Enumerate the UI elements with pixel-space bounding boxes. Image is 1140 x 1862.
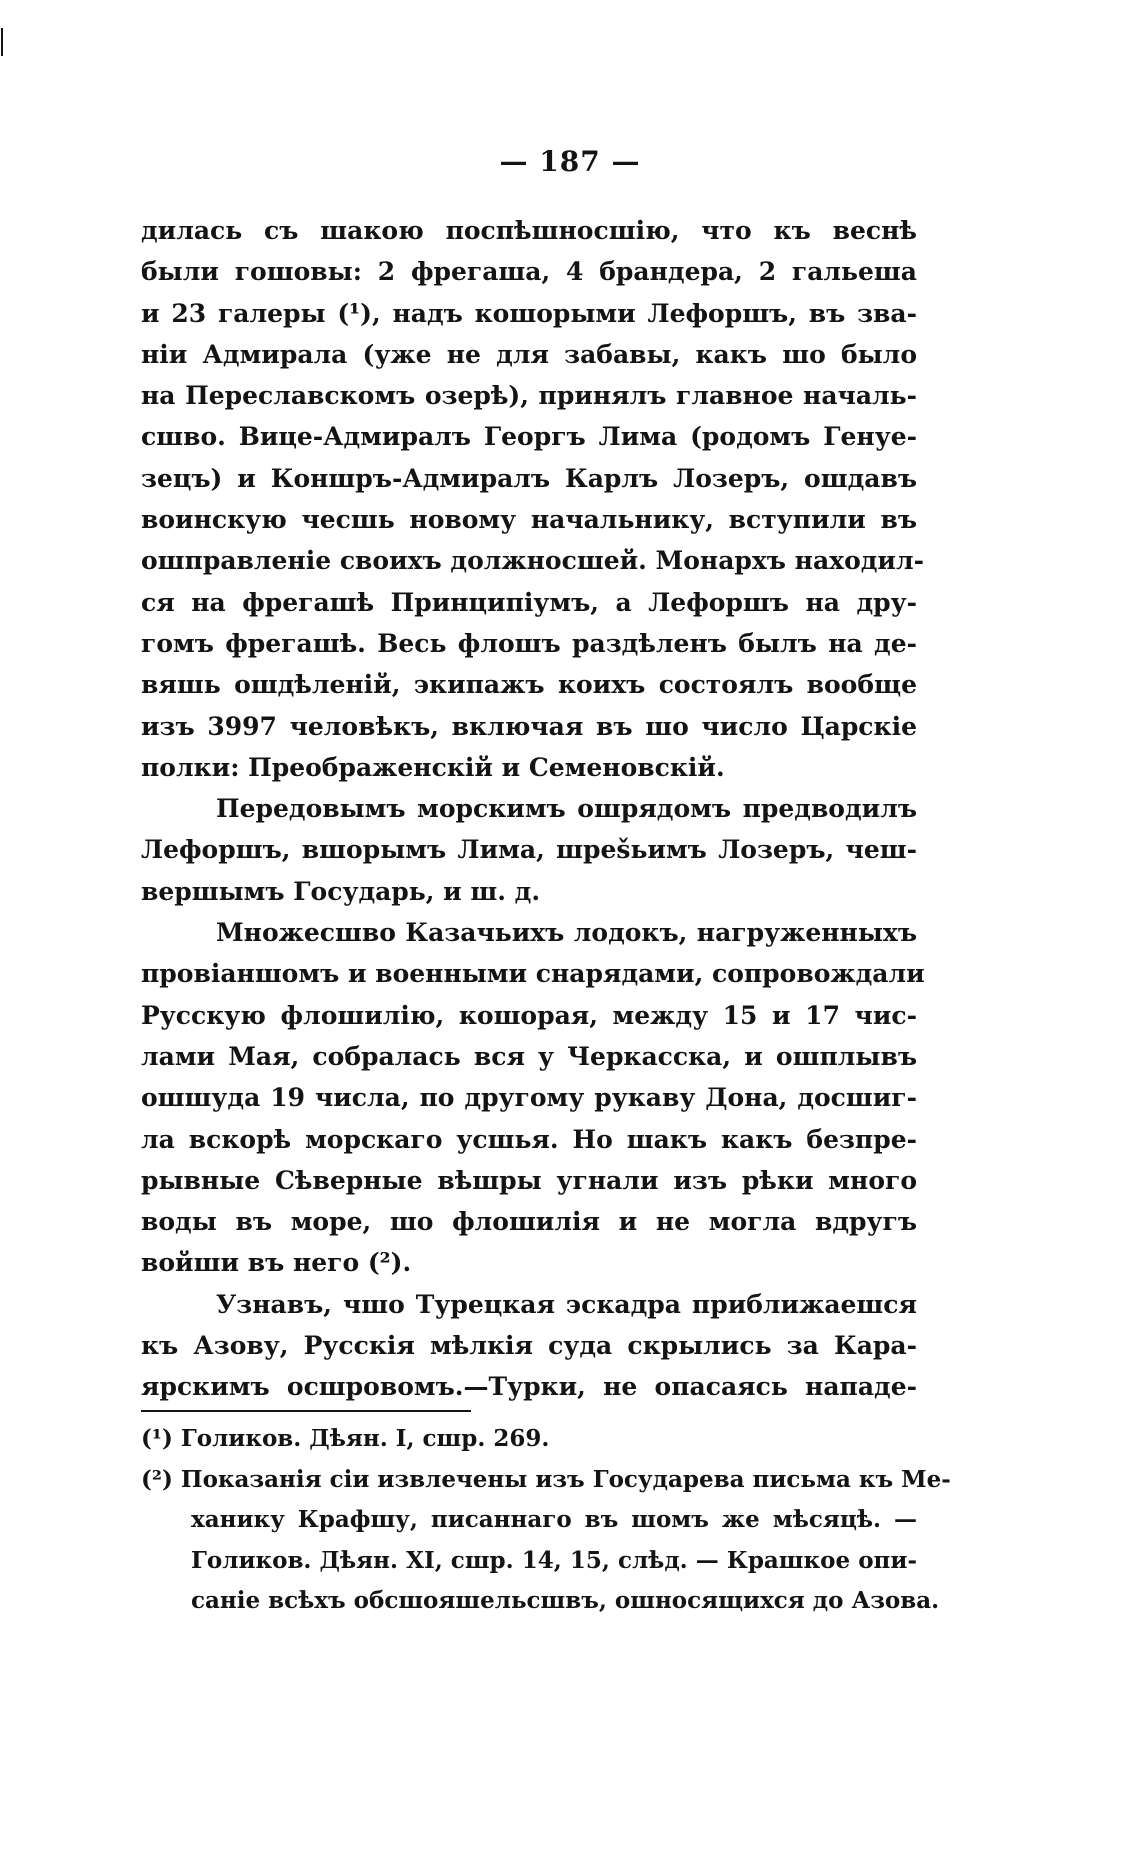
- page-number: — 187 —: [499, 145, 641, 178]
- footnote-line: Голиков. Дѣян. XI, сшр. 14, 15, слѣд. — Крашкое опи-: [191, 1546, 917, 1574]
- footnote-line: (²) Показанія сіи извлечены изъ Государева письма къ Ме-: [141, 1465, 951, 1493]
- text-line: ла вскорѣ морскаго усшья. Но шакъ какъ безпре-: [141, 1124, 917, 1154]
- text-line: ошправленіе своихъ должносшей. Монархъ находил-: [141, 546, 924, 576]
- text-line: Узнавъ, чшо Турецкая эскадра приближаешся: [216, 1289, 917, 1319]
- footnote-separator: [141, 1410, 471, 1412]
- footnote-line: ханику Крафшу, писаннаго въ шомъ же мѣсяцѣ. —: [191, 1506, 917, 1533]
- footnotes: [141, 1419, 951, 1622]
- text-line: рывные Сѣверные вѣшры угнали изъ рѣки много: [141, 1165, 917, 1195]
- text-line: гомъ фрегашѣ. Весь флошъ раздѣленъ былъ на де-: [141, 628, 917, 658]
- text-line: ніи Адмирала (уже не для забавы, какъ шо было: [141, 339, 917, 369]
- text-line: къ Азову, Русскія мѣлкія суда скрылись за Кара-: [141, 1331, 917, 1361]
- text-line: сшво. Вице-Адмиралъ Георгъ Лима (родомъ Генуе-: [141, 422, 917, 452]
- text-line: вяшь ошдѣленій, экипажъ коихъ состоялъ вообще: [141, 670, 917, 700]
- text-line: на Переславскомъ озерѣ), принялъ главное началь-: [141, 381, 917, 411]
- text-line: Лефоршъ, вшорымъ Лима, шреšьимъ Лозеръ, чеш-: [141, 835, 917, 865]
- scan-edge-mark: [1, 28, 3, 56]
- text-line: полки: Преображенскій и Семеновскій.: [141, 752, 725, 782]
- text-line: Множесшво Казачьихъ лодокъ, нагруженныхъ: [216, 918, 917, 948]
- text-line: изъ 3997 человѣкъ, включая въ шо число Царскіе: [141, 711, 917, 741]
- text-line: вершымъ Государь, и ш. д.: [141, 876, 541, 906]
- footnote-line: саніе всѣхъ обсшояшельсшвъ, ошносящихся до Азова.: [191, 1587, 940, 1614]
- text-line: ся на фрегашѣ Принципіумъ, а Лефоршъ на дру-: [141, 587, 917, 617]
- text-line: и 23 галеры (¹), надъ кошорыми Лефоршъ, въ зва-: [141, 298, 917, 328]
- text-line: Передовымъ морскимъ ошрядомъ предводилъ: [216, 794, 917, 824]
- text-line: провіаншомъ и военными снарядами, сопровождали: [141, 959, 925, 989]
- text-line: воды въ море, шо флошилія и не могла вдругъ: [141, 1207, 917, 1237]
- text-line: дилась съ шакою поспѣшносшію, что къ веснѣ: [141, 216, 917, 245]
- text-line: ошшуда 19 числа, по другому рукаву Дона, досшиг-: [141, 1083, 917, 1113]
- footnote-line: (¹) Голиков. Дѣян. I, сшр. 269.: [141, 1425, 550, 1452]
- body-text: [141, 210, 925, 1408]
- text-line: войши въ него (²).: [141, 1248, 412, 1278]
- text-line: были гошовы: 2 фрегаша, 4 брандера, 2 гальеша: [141, 257, 917, 287]
- text-line: ярскимъ осшровомъ.—Турки, не опасаясь нападе-: [141, 1372, 917, 1402]
- text-line: воинскую чесшь новому начальнику, вступили въ: [141, 505, 917, 535]
- text-line: зецъ) и Коншръ-Адмиралъ Карлъ Лозеръ, ошдавъ: [141, 463, 917, 493]
- text-line: Русскую флошилію, кошорая, между 15 и 17 чис-: [141, 1000, 917, 1030]
- text-line: лами Мая, собралась вся у Черкасска, и ошплывъ: [141, 1041, 917, 1071]
